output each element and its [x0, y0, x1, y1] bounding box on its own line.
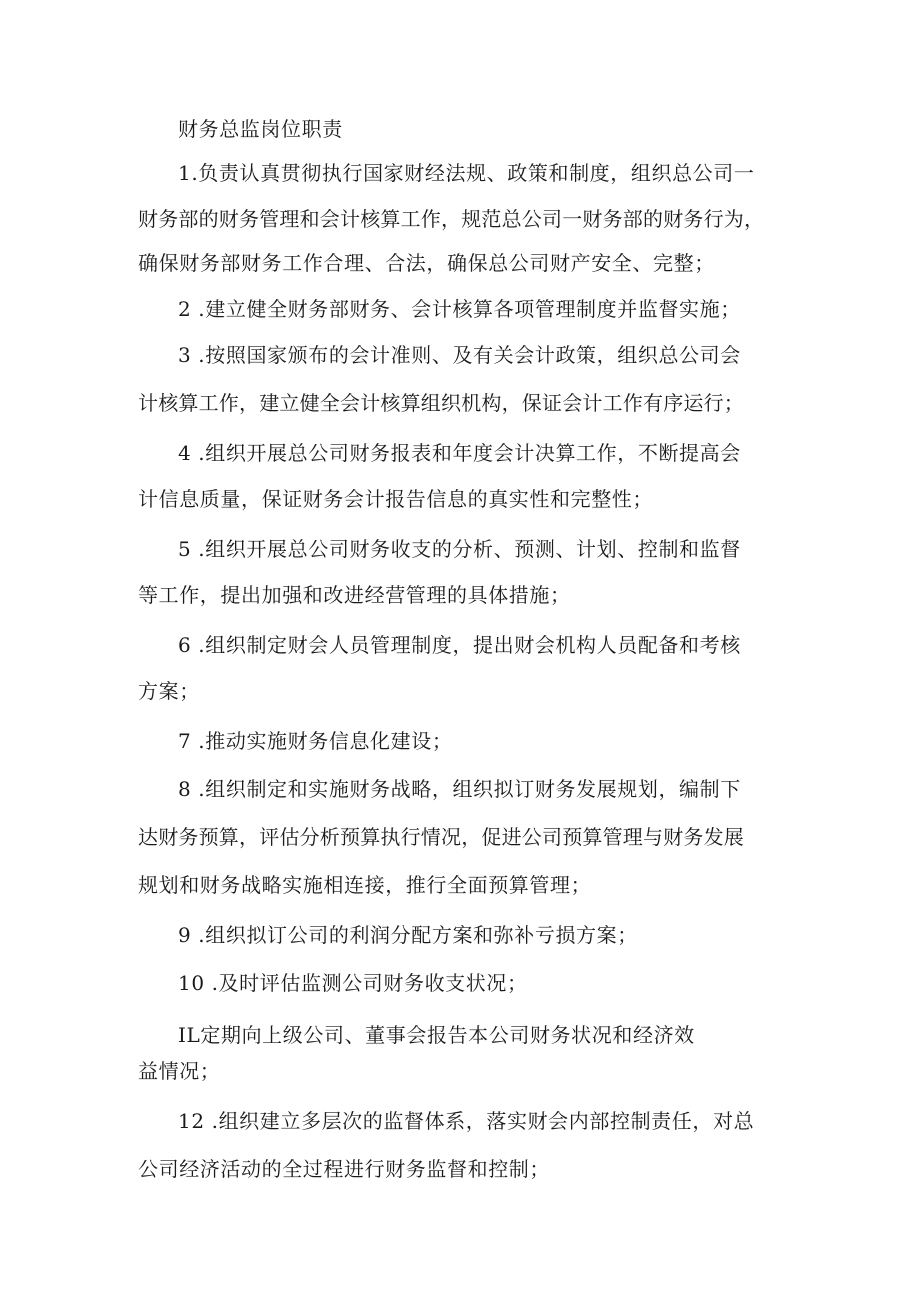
text-line: 8 .组织制定和实施财务战略，组织拟订财务发展规划，编制下 — [178, 777, 741, 801]
text-line: 5 .组织开展总公司财务收支的分析、预测、计划、控制和监督 — [178, 537, 741, 561]
text-line: 12 .组织建立多层次的监督体系，落实财会内部控制责任，对总 — [178, 1109, 755, 1133]
text-line: 4 .组织开展总公司财务报表和年度会计决算工作，不断提高会 — [178, 441, 741, 465]
text-line: 计信息质量，保证财务会计报告信息的真实性和完整性； — [138, 487, 653, 511]
text-line: 益情况； — [138, 1059, 221, 1083]
text-line: 财务部的财务管理和会计核算工作，规范总公司一财务部的财务行为， — [138, 207, 765, 231]
text-line: 10 .及时评估监测公司财务收支状况； — [178, 971, 528, 995]
text-line: 规划和财务战略实施相连接，推行全面预算管理； — [138, 873, 592, 897]
text-line: 达财务预算，评估分析预算执行情况，促进公司预算管理与财务发展 — [138, 825, 744, 849]
text-line: 1.负责认真贯彻执行国家财经法规、政策和制度，组织总公司一 — [178, 161, 755, 185]
text-line: 3 .按照国家颁布的会计准则、及有关会计政策，组织总公司会 — [178, 343, 741, 367]
text-line: 2 .建立健全财务部财务、会计核算各项管理制度并监督实施； — [178, 297, 741, 321]
text-line: 7 .推动实施财务信息化建设； — [178, 729, 453, 753]
text-line: 公司经济活动的全过程进行财务监督和控制； — [138, 1157, 550, 1181]
text-line: 9 .组织拟订公司的利润分配方案和弥补亏损方案； — [178, 923, 638, 947]
text-line: 等工作，提出加强和改进经营管理的具体措施； — [138, 583, 571, 607]
text-line: 计核算工作，建立健全会计核算组织机构，保证会计工作有序运行； — [138, 391, 744, 415]
text-line: 确保财务部财务工作合理、合法，确保总公司财产安全、完整； — [138, 251, 715, 275]
document-title: 财务总监岗位职责 — [178, 117, 343, 141]
text-line: IL定期向上级公司、董事会报告本公司财务状况和经济效 — [178, 1023, 695, 1047]
text-line: 6 .组织制定财会人员管理制度，提出财会机构人员配备和考核 — [178, 633, 741, 657]
text-line: 方案； — [138, 679, 200, 703]
